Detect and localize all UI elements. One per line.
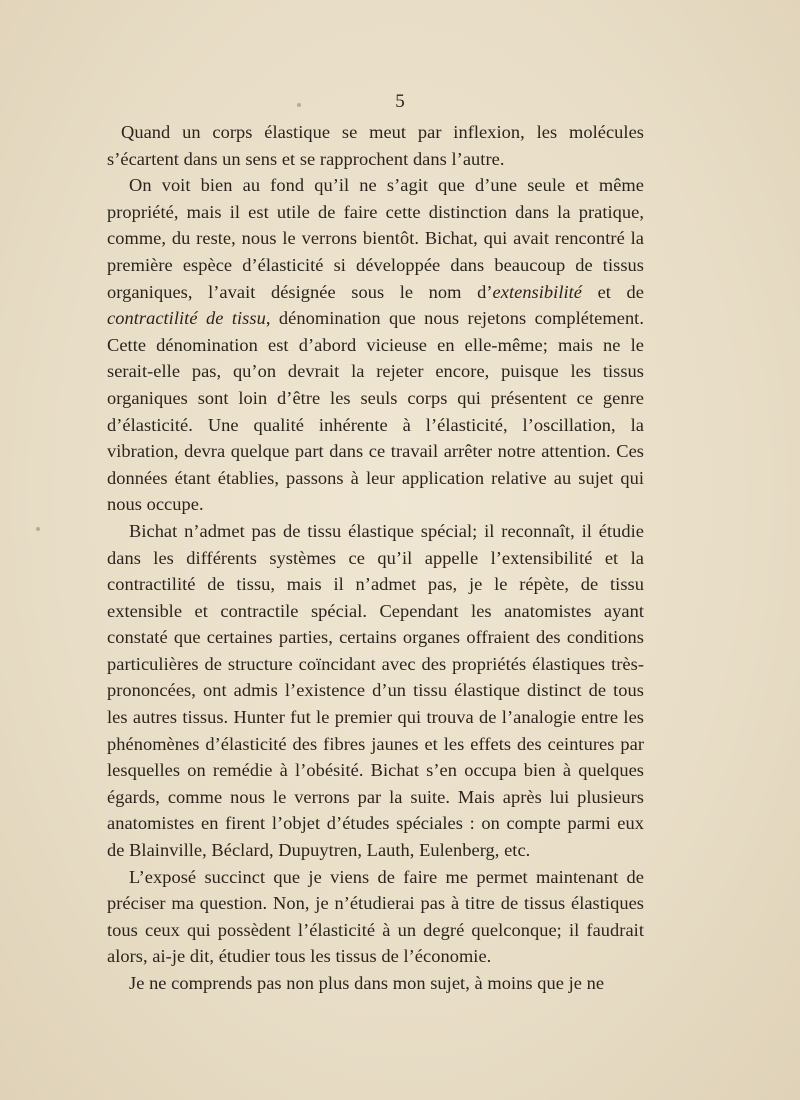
paragraph: Quand un corps élastique se meut par inflexion, les molécules s’écartent dans un sens et se rapprochent dans l’autre. [107, 122, 644, 169]
paper-speck [36, 527, 40, 531]
paragraph: Je ne comprends pas non plus dans mon sujet, à moins que je ne [129, 973, 605, 993]
text-run: On voit bien au fond qu’il ne s’agit que d’une seule et même propriété, mais il est utile de faire cette distinction dans la pratique, comme, du reste, nous le verrons bientôt. Bichat, qui avait rencontré la première espèce d’élasticité si développée dans beaucoup de tissus organiques, l’avait désignée sous le nom d’ [107, 175, 644, 302]
paragraph [107, 172, 644, 518]
paragraph: Bichat n’admet pas de tissu élastique spécial; il reconnaît, il étudie dans les différents systèmes ce qu’il appelle l’extensibilité et la contractilité de tissu, mais il n’admet pas, je le répète, de tissu extensible et contractile spécial. Cependant les anatomistes ayant constaté que certaines parties, certains organes offraient des conditions particulières de structure coïncidant avec des propriétés élastiques très-prononcées, ont admis l’existence d’un tissu élastique distinct de tous les autres tissus. Hunter fut le premier qui trouva de l’analogie entre les phénomènes d’élasticité des fibres jaunes et les effets des ceintures par lesquelles on remédie à l’obésité. Bichat s’en occupa bien à quelques égards, comme nous le verrons par la suite. Mais après lui plusieurs anatomistes en firent l’objet d’études spéciales : on compte parmi eux de Blainville, Béclard, Dupuytren, Lauth, Eulenberg, etc. [107, 520, 644, 861]
body-text [107, 119, 644, 997]
italic-term: extensibilité [492, 281, 583, 302]
italic-term: contractilité de tissu [107, 308, 266, 329]
text-run: , dénomination que nous rejetons complétement. Cette dénomination est d’abord vicieuse en elle-même; mais ne le serait-elle pas, qu’on devrait la rejeter encore, puisque les tissus organiques sont loin d’être les seuls corps qui présentent ce genre d’élasticité. Une qualité inhérente à l’élasticité, l’oscillation, la vibration, devra quelque part dans ce travail arrêter notre attention. Ces données étant établies, passons à leur application relative au sujet qui nous occupe. [107, 308, 644, 515]
page-number: 5 [395, 91, 405, 112]
paragraph: L’exposé succinct que je viens de faire me permet maintenant de préciser ma question. Non, je n’étudierai pas à titre de tissus élastiques tous ceux qui possèdent l’élasticité à un degré quelconque; il faudrait alors, ai-je dit, étudier tous les tissus de l’économie. [107, 866, 644, 967]
text-run: et de [582, 281, 644, 302]
